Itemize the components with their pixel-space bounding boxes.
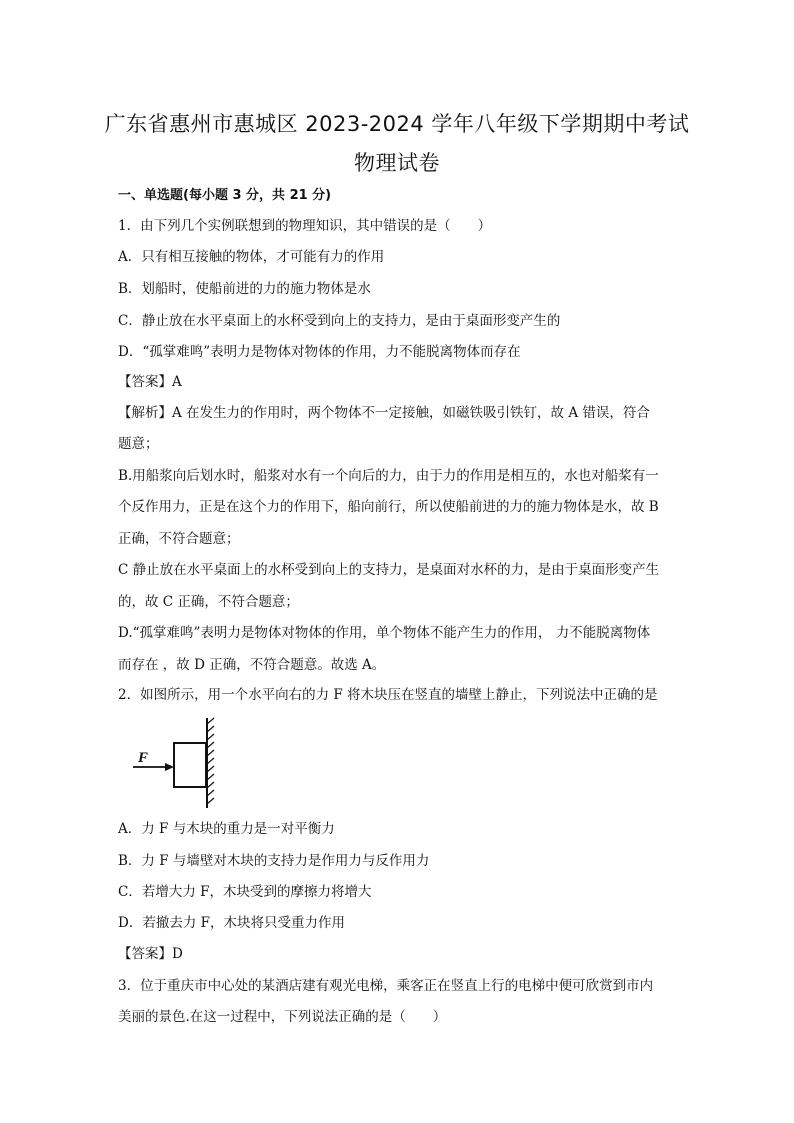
question-1-analysis-line: 的，故 C 正确，不符合题意； [118, 594, 299, 610]
question-2-stem: 2．如图所示，用一个水平向右的力 F 将木块压在竖直的墙壁上静止，下列说法中正确的是 [118, 687, 658, 703]
wooden-block [174, 743, 206, 787]
exam-title: 广东省惠州市惠城区 2023-2024 学年八年级下学期期中考试 [104, 112, 690, 136]
force-diagram [130, 716, 226, 810]
question-2-option-c: C．若增大力 F，木块受到的摩擦力将增大 [118, 884, 372, 900]
question-1-analysis-line: 而存在 ，故 D 正确，不符合题意。故选 A。 [118, 657, 386, 673]
question-1-analysis-line: 正确，不符合题意； [118, 531, 240, 547]
question-1-analysis-line: D.“孤掌难鸣”表明力是物体对物体的作用，单个物体不能产生力的作用， 力不能脱离物体 [118, 625, 651, 641]
exam-subtitle: 物理试卷 [354, 151, 440, 175]
question-1-analysis-line: 【解析】A 在发生力的作用时，两个物体不一定接触，如磁铁吸引铁钉，故 A 错误，符合 [118, 405, 650, 421]
question-1-option-b: B．划船时，使船前进的力的施力物体是水 [118, 281, 371, 297]
question-3-stem-continued: 美丽的景色.在这一过程中，下列说法正确的是（ ） [118, 1009, 447, 1025]
force-arrow-head [165, 763, 174, 771]
question-1-analysis-line: 题意； [118, 436, 159, 452]
question-1-analysis-line: B.用船浆向后划水时，船浆对水有一个向后的力，由于力的作用是相互的，水也对船桨有一 [118, 468, 659, 484]
question-3-stem: 3．位于重庆市中心处的某酒店建有观光电梯，乘客正在竖直上行的电梯中便可欣赏到市内 [118, 978, 654, 994]
wall-hatching [207, 718, 214, 804]
question-1-analysis-line: C 静止放在水平桌面上的水杯受到向上的支持力，是桌面对水杯的力，是由于桌面形变产生 [118, 562, 660, 578]
force-label: F [138, 750, 149, 766]
question-1-analysis-line: 个反作用力，正是在这个力的作用下，船向前行，所以使船前进的力的施力物体是水，故 B [118, 499, 659, 515]
question-2-answer: 【答案】D [118, 946, 183, 962]
section-heading: 一、单选题(每小题 3 分，共 21 分) [118, 188, 332, 203]
question-1-answer: 【答案】A [118, 374, 182, 390]
question-2-option-b: B．力 F 与墙壁对木块的支持力是作用力与反作用力 [118, 853, 430, 869]
question-1-option-a: A．只有相互接触的物体，才可能有力的作用 [118, 249, 385, 265]
question-1-stem: 1．由下列几个实例联想到的物理知识，其中错误的是（ ） [118, 218, 492, 234]
question-2-option-d: D．若撤去力 F，木块将只受重力作用 [118, 915, 345, 931]
question-1-option-d: D．“孤掌难鸣”表明力是物体对物体的作用，力不能脱离物体而存在 [118, 344, 521, 360]
question-2-option-a: A．力 F 与木块的重力是一对平衡力 [118, 821, 335, 837]
question-1-option-c: C．静止放在水平桌面上的水杯受到向上的支持力，是由于桌面形变产生的 [118, 313, 561, 329]
